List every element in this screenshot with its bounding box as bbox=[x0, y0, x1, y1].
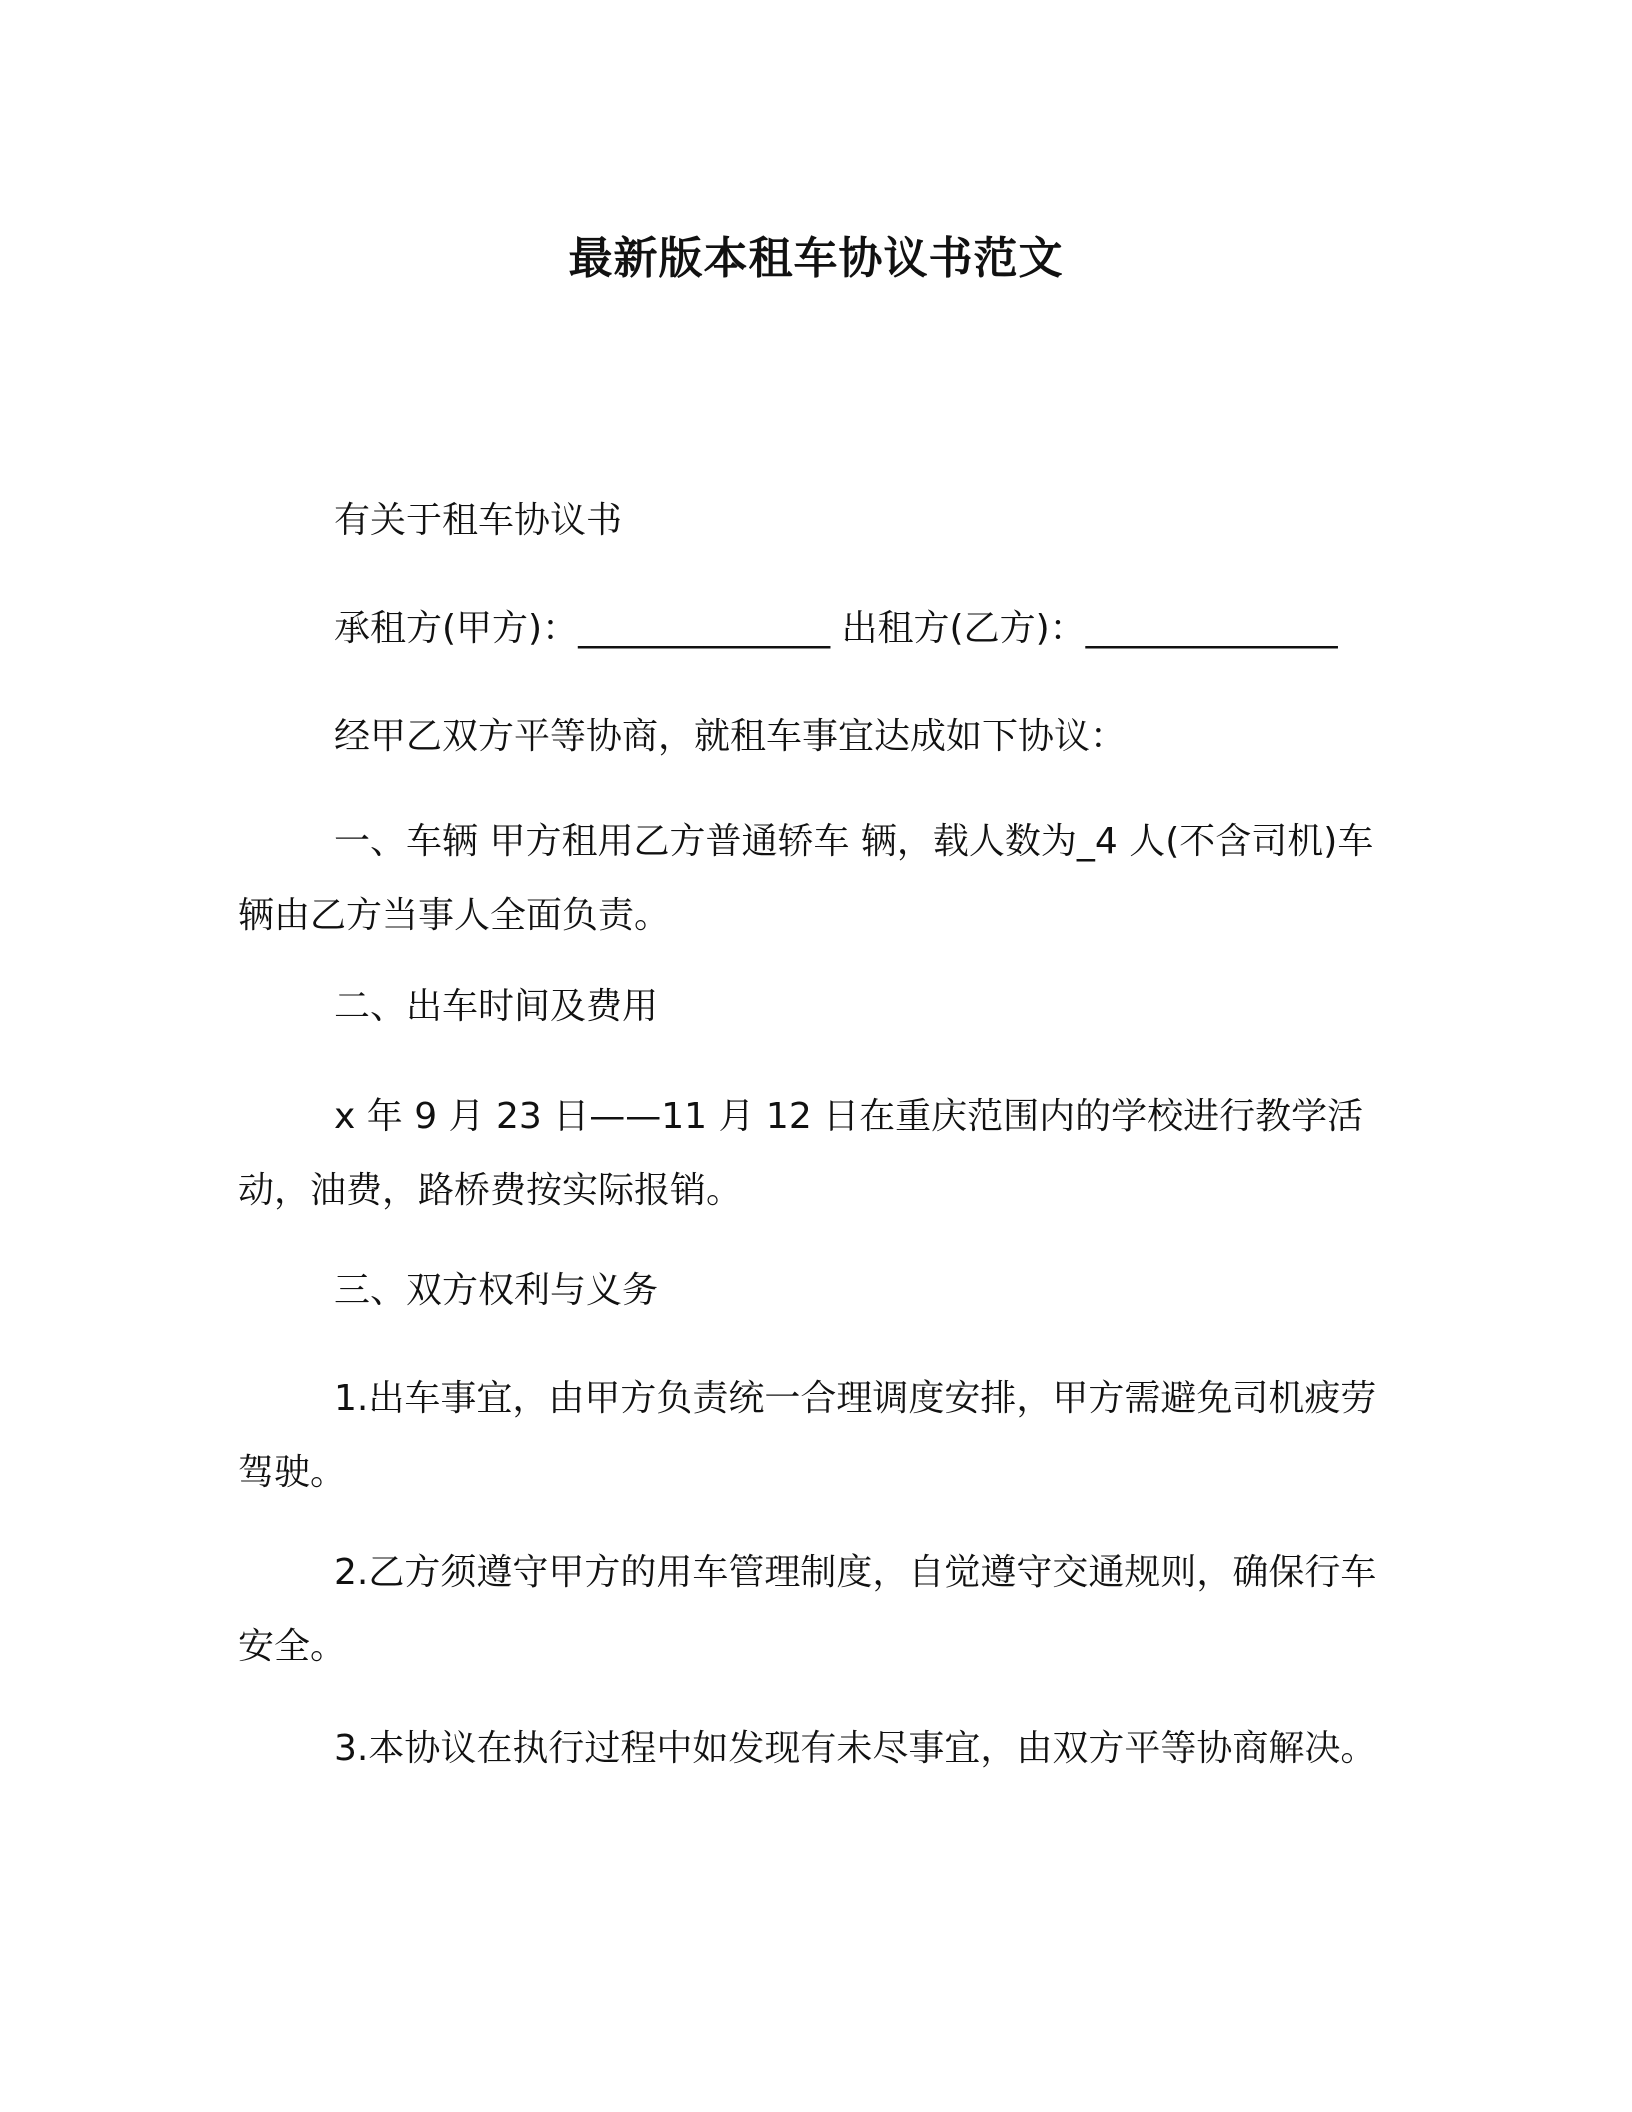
paragraph-parties: 承租方(甲方)：______________ 出租方(乙方)：______________ bbox=[334, 608, 1338, 649]
paragraph-intro: 经甲乙双方平等协商，就租车事宜达成如下协议： bbox=[334, 716, 1127, 757]
paragraph-section-three-heading: 三、双方权利与义务 bbox=[334, 1270, 659, 1311]
paragraph-item-2: 2.乙方须遵守甲方的用车管理制度，自觉遵守交通规则，确保行车安全。 bbox=[238, 1552, 1377, 1667]
paragraph-item-1: 1.出车事宜，由甲方负责统一合理调度安排，甲方需避免司机疲劳驾驶。 bbox=[238, 1378, 1377, 1493]
paragraph-item-3: 3.本协议在执行过程中如发现有未尽事宜，由双方平等协商解决。 bbox=[334, 1728, 1377, 1769]
document-title: 最新版本租车协议书范文 bbox=[568, 233, 1064, 284]
paragraph-vehicle: 一、车辆 甲方租用乙方普通轿车 辆，载人数为_4 人(不含司机)车辆由乙方当事人全面负责。 bbox=[238, 821, 1374, 936]
paragraph-section-two-heading: 二、出车时间及费用 bbox=[334, 986, 659, 1027]
paragraph-time-and-fees: x 年 9 月 23 日——11 月 12 日在重庆范围内的学校进行教学活动，油费，路桥费按实际报销。 bbox=[238, 1096, 1364, 1211]
paragraph-heading: 有关于租车协议书 bbox=[334, 500, 623, 541]
